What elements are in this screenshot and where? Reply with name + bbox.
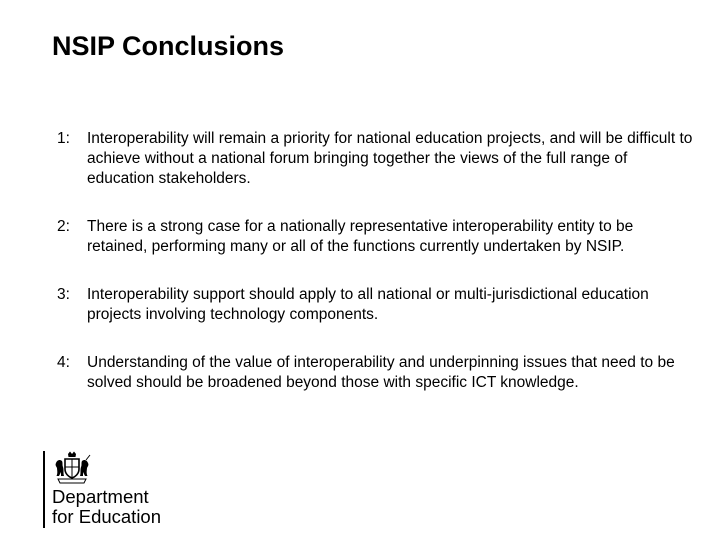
department-name-line2: for Education (52, 506, 162, 527)
item-number: 1: (57, 130, 70, 147)
department-name-line1: Department (52, 486, 149, 507)
conclusions-list (57, 129, 697, 393)
logo-divider (43, 451, 45, 528)
list-item (57, 353, 697, 393)
item-text: Interoperability support should apply to all national or multi-jurisdictional education projects involving technology components. (87, 286, 649, 323)
royal-crest-icon (53, 451, 91, 485)
list-item (57, 217, 697, 257)
item-text: Interoperability will remain a priority for national education projects, and will be difficult to achieve without a national forum bringing together the views of the full range of education stakeholders. (87, 130, 693, 187)
list-item (57, 129, 697, 189)
item-text: Understanding of the value of interoperability and underpinning issues that need to be solved should be broadened beyond those with specific ICT knowledge. (87, 354, 675, 391)
item-number: 3: (57, 286, 70, 303)
page-title: NSIP Conclusions (52, 31, 285, 61)
department-logo (43, 451, 213, 531)
item-text: There is a strong case for a nationally representative interoperability entity to be retained, performing many or all of the functions currently undertaken by NSIP. (87, 218, 634, 255)
list-item (57, 285, 697, 325)
item-number: 2: (57, 218, 70, 235)
item-number: 4: (57, 354, 70, 371)
department-name (52, 487, 161, 527)
